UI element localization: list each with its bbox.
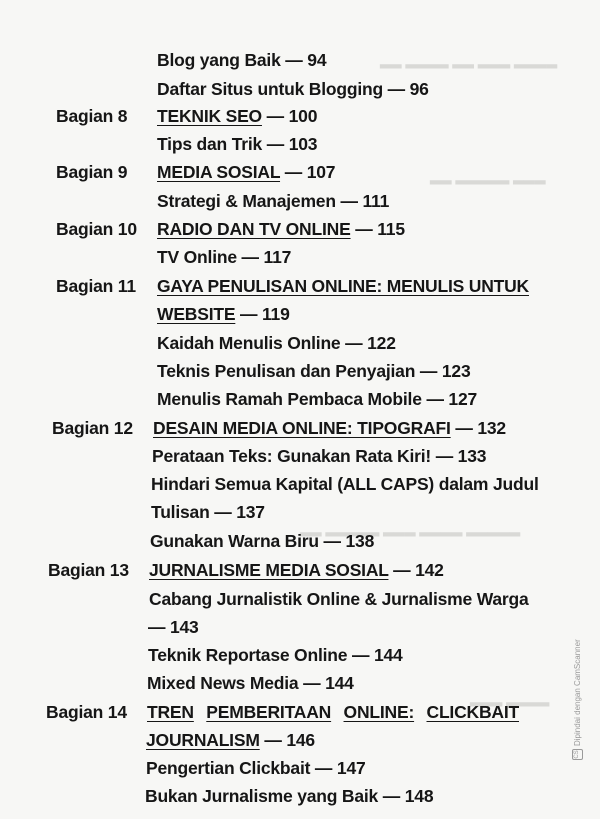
part-label: Bagian 10 (56, 219, 137, 239)
toc-entry: Menulis Ramah Pembaca Mobile — 127 (157, 389, 478, 409)
toc-entry: Blog yang Baik — 94 (157, 50, 327, 70)
toc-entry: TREN PEMBERITAAN ONLINE: CLICKBAIT (147, 702, 519, 722)
part-label: Bagian 9 (56, 162, 128, 182)
toc-entry: JURNALISME MEDIA SOSIAL — 142 (149, 560, 444, 580)
toc-entry: Cabang Jurnalistik Online & Jurnalisme Warga (149, 589, 529, 609)
toc-entry: DESAIN MEDIA ONLINE: TIPOGRAFI — 132 (153, 418, 506, 438)
toc-entry: Teknik Reportase Online — 144 (148, 645, 403, 665)
toc-entry: Hindari Semua Kapital (ALL CAPS) dalam Judul (151, 474, 539, 494)
toc-entry: Pengertian Clickbait — 147 (146, 758, 366, 778)
part-label: Bagian 11 (56, 276, 136, 296)
bleed-through-text: ▂▂▂ ▂▂▂▂▂ ▂▂ (430, 168, 546, 184)
toc-entry: GAYA PENULISAN ONLINE: MENULIS UNTUK (157, 276, 529, 296)
toc-entry: Tips dan Trik — 103 (157, 134, 318, 154)
toc-entry-continuation: — 143 (148, 617, 199, 637)
bleed-through-text: ▂▂▂▂ ▂▂▂ (470, 690, 550, 706)
toc-entry: TV Online — 117 (157, 247, 292, 267)
scanner-watermark (572, 639, 583, 760)
toc-entry: Mixed News Media — 144 (147, 673, 354, 693)
bleed-through-text: ▂▂▂▂ ▂▂▂ ▂▂ ▂▂▂▂ ▂▂ (380, 52, 558, 68)
toc-entry: MEDIA SOSIAL — 107 (157, 162, 336, 182)
toc-entry: Bukan Jurnalisme yang Baik — 148 (145, 786, 434, 806)
bleed-through-text: ▂▂▂▂▂ ▂▂▂▂ ▂▂▂ ▂▂▂▂▂ ▂▂ (300, 520, 521, 536)
toc-entry: TEKNIK SEO — 100 (157, 106, 318, 126)
part-label: Bagian 13 (48, 560, 129, 580)
toc-entry-continuation: JOURNALISM — 146 (146, 730, 315, 750)
part-label: Bagian 12 (52, 418, 133, 438)
toc-entry-continuation: WEBSITE — 119 (157, 304, 290, 324)
toc-entry: Gunakan Warna Biru — 138 (150, 531, 375, 551)
toc-entry: Strategi & Manajemen — 111 (157, 191, 390, 211)
toc-entry: Kaidah Menulis Online — 122 (157, 333, 396, 353)
toc-entry-continuation: Tulisan — 137 (151, 502, 265, 522)
watermark-text: Dipindai dengan CamScanner (573, 639, 582, 746)
toc-entry: Teknis Penulisan dan Penyajian — 123 (157, 361, 471, 381)
toc-entry: Daftar Situs untuk Blogging — 96 (157, 79, 429, 99)
part-label: Bagian 8 (56, 106, 128, 126)
camscanner-icon: CS (572, 749, 583, 760)
part-label: Bagian 14 (46, 702, 127, 722)
toc-entry: RADIO DAN TV ONLINE — 115 (157, 219, 405, 239)
toc-entry: Perataan Teks: Gunakan Rata Kiri! — 133 (152, 446, 487, 466)
